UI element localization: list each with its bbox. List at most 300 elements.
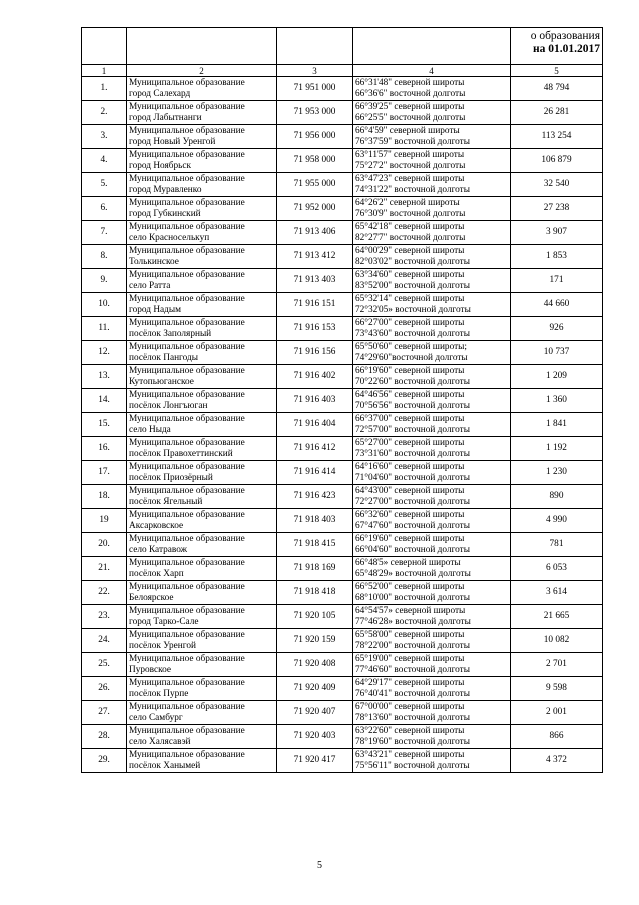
- oktmo-code-cell: 71 918 418: [277, 581, 353, 605]
- longitude: 78°22'00" восточной долготы: [355, 640, 470, 651]
- population-cell: 10 737: [511, 341, 603, 365]
- coordinates-cell: [353, 509, 511, 533]
- municipality-name-cell: [127, 245, 277, 269]
- oktmo-code-cell: 71 918 169: [277, 557, 353, 581]
- municipality-name-cell: [127, 605, 277, 629]
- table-row: [82, 365, 603, 389]
- oktmo-code-cell: 71 916 404: [277, 413, 353, 437]
- longitude: 73°31'60" восточной долготы: [355, 448, 470, 459]
- municipality-name: Аксарковское: [129, 520, 184, 531]
- row-number-cell: 26.: [82, 677, 127, 701]
- oktmo-code-cell: 71 918 403: [277, 509, 353, 533]
- column-number-row: [82, 65, 603, 77]
- municipality-type: Муниципальное образование: [129, 101, 245, 112]
- row-number-cell: 24.: [82, 629, 127, 653]
- longitude: 78°13'60" восточной долготы: [355, 712, 470, 723]
- longitude: 71°04'60" восточной долготы: [355, 472, 470, 483]
- municipality-type: Муниципальное образование: [129, 125, 245, 136]
- population-cell: 3 614: [511, 581, 603, 605]
- table-row: [82, 125, 603, 149]
- row-number-cell: 8.: [82, 245, 127, 269]
- latitude: 64°26'2" северной широты: [355, 197, 460, 208]
- municipality-type: Муниципальное образование: [129, 365, 245, 376]
- coordinates-cell: [353, 269, 511, 293]
- row-number-cell: 7.: [82, 221, 127, 245]
- population-cell: 926: [511, 317, 603, 341]
- oktmo-code-cell: 71 920 105: [277, 605, 353, 629]
- longitude: 68°10'00" восточной долготы: [355, 592, 470, 603]
- table-body: [82, 28, 603, 773]
- row-number-cell: 16.: [82, 437, 127, 461]
- municipality-name-cell: [127, 197, 277, 221]
- longitude: 75°56'11" восточной долготы: [355, 760, 470, 771]
- table-row: [82, 509, 603, 533]
- oktmo-code-cell: 71 952 000: [277, 197, 353, 221]
- municipality-name: город Муравленко: [129, 184, 202, 195]
- population-cell: 890: [511, 485, 603, 509]
- table-row: [82, 101, 603, 125]
- municipality-name: город Новый Уренгой: [129, 136, 216, 147]
- municipality-name-cell: [127, 629, 277, 653]
- population-cell: 4 372: [511, 749, 603, 773]
- table-row: [82, 653, 603, 677]
- municipality-name-cell: [127, 725, 277, 749]
- population-cell: 9 598: [511, 677, 603, 701]
- municipality-name-cell: [127, 101, 277, 125]
- latitude: 65°42'18" северной широты: [355, 221, 465, 232]
- table-row: [82, 197, 603, 221]
- longitude: 67°47'60" восточной долготы: [355, 520, 470, 531]
- municipality-type: Муниципальное образование: [129, 341, 245, 352]
- municipality-type: Муниципальное образование: [129, 701, 245, 712]
- latitude: 64°00'29" северной широты: [355, 245, 465, 256]
- municipality-name-cell: [127, 557, 277, 581]
- longitude: 82°27'7" восточной долготы: [355, 232, 466, 243]
- municipality-name: село Халясавэй: [129, 736, 191, 747]
- coordinates-cell: [353, 677, 511, 701]
- oktmo-code-cell: 71 916 156: [277, 341, 353, 365]
- population-cell: 2 701: [511, 653, 603, 677]
- coordinates-cell: [353, 653, 511, 677]
- latitude: 64°29'17" северной широты: [355, 677, 465, 688]
- table-row: [82, 173, 603, 197]
- oktmo-code-cell: 71 916 402: [277, 365, 353, 389]
- municipality-name-cell: [127, 701, 277, 725]
- oktmo-code-cell: 71 913 412: [277, 245, 353, 269]
- latitude: 64°46'56" северной широты: [355, 389, 465, 400]
- municipality-name: Кутопьюганское: [129, 376, 194, 387]
- row-number-cell: 1.: [82, 77, 127, 101]
- table-row: [82, 725, 603, 749]
- coordinates-cell: [353, 581, 511, 605]
- municipality-type: Муниципальное образование: [129, 245, 245, 256]
- municipality-name: село Катравож: [129, 544, 188, 555]
- municipality-name: посёлок Лонгъюган: [129, 400, 208, 411]
- municipality-type: Муниципальное образование: [129, 197, 245, 208]
- table-row: [82, 317, 603, 341]
- oktmo-code-cell: 71 920 408: [277, 653, 353, 677]
- longitude: 66°25'5" восточной долготы: [355, 112, 466, 123]
- municipality-name: посёлок Ягельный: [129, 496, 203, 507]
- latitude: 66°31'48" северной широты: [355, 77, 465, 88]
- row-number-cell: 22.: [82, 581, 127, 605]
- coordinates-cell: [353, 605, 511, 629]
- oktmo-code-cell: 71 913 406: [277, 221, 353, 245]
- row-number-cell: 19: [82, 509, 127, 533]
- population-cell: 2 001: [511, 701, 603, 725]
- municipality-name: село Ныда: [129, 424, 171, 435]
- column-number: 4: [353, 65, 511, 77]
- municipality-name: город Губкинский: [129, 208, 201, 219]
- latitude: 63°11'57" северной широты: [355, 149, 465, 160]
- longitude: 78°19'60" восточной долготы: [355, 736, 470, 747]
- population-cell: 3 907: [511, 221, 603, 245]
- population-cell: 171: [511, 269, 603, 293]
- table-row: [82, 77, 603, 101]
- table-row: [82, 677, 603, 701]
- longitude: 73°43'60" восточной долготы: [355, 328, 470, 339]
- municipality-name: село Самбург: [129, 712, 183, 723]
- header-cell-name: [127, 28, 277, 65]
- row-number-cell: 10.: [82, 293, 127, 317]
- municipality-type: Муниципальное образование: [129, 581, 245, 592]
- row-number-cell: 5.: [82, 173, 127, 197]
- population-cell: 1 841: [511, 413, 603, 437]
- coordinates-cell: [353, 461, 511, 485]
- municipality-type: Муниципальное образование: [129, 605, 245, 616]
- header-cell-number: [82, 28, 127, 65]
- table-row: [82, 341, 603, 365]
- latitude: 66°4'59" северной широты: [355, 125, 460, 136]
- municipality-name-cell: [127, 581, 277, 605]
- population-cell: 26 281: [511, 101, 603, 125]
- oktmo-code-cell: 71 918 415: [277, 533, 353, 557]
- municipality-name-cell: [127, 389, 277, 413]
- coordinates-cell: [353, 533, 511, 557]
- oktmo-code-cell: 71 920 417: [277, 749, 353, 773]
- latitude: 63°22'60" северной широты: [355, 725, 465, 736]
- latitude: 65°27'00" северной широты: [355, 437, 465, 448]
- municipality-name-cell: [127, 365, 277, 389]
- oktmo-code-cell: 71 955 000: [277, 173, 353, 197]
- population-cell: 866: [511, 725, 603, 749]
- coordinates-cell: [353, 389, 511, 413]
- municipality-name: город Тарко-Сале: [129, 616, 199, 627]
- table-row: [82, 605, 603, 629]
- municipality-type: Муниципальное образование: [129, 677, 245, 688]
- municipality-type: Муниципальное образование: [129, 149, 245, 160]
- row-number-cell: 13.: [82, 365, 127, 389]
- table-row: [82, 629, 603, 653]
- row-number-cell: 25.: [82, 653, 127, 677]
- table-row: [82, 269, 603, 293]
- municipality-type: Муниципальное образование: [129, 221, 245, 232]
- latitude: 63°47'23" северной широты: [355, 173, 465, 184]
- coordinates-cell: [353, 413, 511, 437]
- table-row: [82, 389, 603, 413]
- municipality-name: село Красноселькуп: [129, 232, 210, 243]
- municipality-name: посёлок Правохеттинский: [129, 448, 233, 459]
- municipality-name-cell: [127, 509, 277, 533]
- table-row: [82, 221, 603, 245]
- table-row: [82, 749, 603, 773]
- coordinates-cell: [353, 197, 511, 221]
- row-number-cell: 27.: [82, 701, 127, 725]
- longitude: 82°03'02" восточной долготы: [355, 256, 470, 267]
- longitude: 66°36'6" восточной долготы: [355, 88, 466, 99]
- municipality-name-cell: [127, 293, 277, 317]
- row-number-cell: 14.: [82, 389, 127, 413]
- longitude: 74°31'22" восточной долготы: [355, 184, 470, 195]
- municipality-name: посёлок Заполярный: [129, 328, 212, 339]
- longitude: 66°04'60" восточной долготы: [355, 544, 470, 555]
- coordinates-cell: [353, 317, 511, 341]
- latitude: 67°00'00" северной широты: [355, 701, 465, 712]
- oktmo-code-cell: 71 920 403: [277, 725, 353, 749]
- latitude: 64°54'57» северной широты: [355, 605, 466, 616]
- longitude: 76°40'41" восточной долготы: [355, 688, 470, 699]
- municipality-name: посёлок Уренгой: [129, 640, 196, 651]
- oktmo-code-cell: 71 958 000: [277, 149, 353, 173]
- municipality-name-cell: [127, 533, 277, 557]
- coordinates-cell: [353, 557, 511, 581]
- longitude: 70°22'60" восточной долготы: [355, 376, 470, 387]
- latitude: 64°43'00" северной широты: [355, 485, 465, 496]
- municipality-type: Муниципальное образование: [129, 629, 245, 640]
- municipality-type: Муниципальное образование: [129, 533, 245, 544]
- municipality-name: Пуровское: [129, 664, 172, 675]
- municipality-name-cell: [127, 341, 277, 365]
- municipality-name-cell: [127, 653, 277, 677]
- population-cell: 10 082: [511, 629, 603, 653]
- table-row: [82, 245, 603, 269]
- header-cell-oktmo: [277, 28, 353, 65]
- table-row: [82, 701, 603, 725]
- table-row: [82, 557, 603, 581]
- longitude: 72°57'00" восточной долготы: [355, 424, 470, 435]
- longitude: 77°46'28» восточной долготы: [355, 616, 471, 627]
- municipality-type: Муниципальное образование: [129, 269, 245, 280]
- coordinates-cell: [353, 485, 511, 509]
- longitude: 74°29'60"восточной долготы: [355, 352, 468, 363]
- municipality-type: Муниципальное образование: [129, 389, 245, 400]
- row-number-cell: 21.: [82, 557, 127, 581]
- municipality-name-cell: [127, 77, 277, 101]
- municipalities-table: [81, 27, 603, 773]
- municipality-name-cell: [127, 269, 277, 293]
- row-number-cell: 6.: [82, 197, 127, 221]
- municipality-type: Муниципальное образование: [129, 173, 245, 184]
- table-row: [82, 461, 603, 485]
- population-cell: 1 853: [511, 245, 603, 269]
- municipality-type: Муниципальное образование: [129, 749, 245, 760]
- longitude: 76°37'59" восточной долготы: [355, 136, 470, 147]
- population-cell: 1 230: [511, 461, 603, 485]
- municipality-name: посёлок Ханымей: [129, 760, 201, 771]
- municipality-name-cell: [127, 485, 277, 509]
- coordinates-cell: [353, 125, 511, 149]
- municipality-name-cell: [127, 437, 277, 461]
- oktmo-code-cell: 71 953 000: [277, 101, 353, 125]
- oktmo-code-cell: 71 956 000: [277, 125, 353, 149]
- longitude: 76°30'9" восточной долготы: [355, 208, 466, 219]
- population-header-line1: о образования: [530, 30, 600, 42]
- municipality-name: Белоярское: [129, 592, 174, 603]
- municipality-type: Муниципальное образование: [129, 293, 245, 304]
- municipality-name: город Салехард: [129, 88, 191, 99]
- latitude: 66°27'00" северной широты: [355, 317, 465, 328]
- oktmo-code-cell: 71 920 407: [277, 701, 353, 725]
- coordinates-cell: [353, 149, 511, 173]
- population-cell: 21 665: [511, 605, 603, 629]
- oktmo-code-cell: 71 920 159: [277, 629, 353, 653]
- latitude: 66°19'60" северной широты: [355, 533, 465, 544]
- population-cell: 1 209: [511, 365, 603, 389]
- population-cell: 27 238: [511, 197, 603, 221]
- row-number-cell: 9.: [82, 269, 127, 293]
- longitude: 83°52'00" восточной долготы: [355, 280, 470, 291]
- longitude: 70°56'56" восточной долготы: [355, 400, 470, 411]
- latitude: 66°19'60" северной широты: [355, 365, 465, 376]
- population-cell: 113 254: [511, 125, 603, 149]
- latitude: 65°19'00" северной широты: [355, 653, 465, 664]
- row-number-cell: 3.: [82, 125, 127, 149]
- municipality-type: Муниципальное образование: [129, 509, 245, 520]
- row-number-cell: 28.: [82, 725, 127, 749]
- municipality-name-cell: [127, 173, 277, 197]
- municipality-name-cell: [127, 749, 277, 773]
- latitude: 66°37'00" северной широты: [355, 413, 465, 424]
- population-cell: 781: [511, 533, 603, 557]
- municipality-type: Муниципальное образование: [129, 317, 245, 328]
- longitude: 65°48'29» восточной долготы: [355, 568, 471, 579]
- latitude: 63°34'60" северной широты: [355, 269, 465, 280]
- row-number-cell: 17.: [82, 461, 127, 485]
- municipality-name: город Ноябрьск: [129, 160, 192, 171]
- column-number: 2: [127, 65, 277, 77]
- longitude: 75°27'2" восточной долготы: [355, 160, 466, 171]
- longitude: 77°46'60" восточной долготы: [355, 664, 470, 675]
- table-row: [82, 437, 603, 461]
- latitude: 66°52'00" северной широты: [355, 581, 465, 592]
- municipality-name: посёлок Пурпе: [129, 688, 189, 699]
- page-number: 5: [317, 860, 322, 871]
- row-number-cell: 2.: [82, 101, 127, 125]
- row-number-cell: 23.: [82, 605, 127, 629]
- population-cell: 32 540: [511, 173, 603, 197]
- coordinates-cell: [353, 365, 511, 389]
- coordinates-cell: [353, 221, 511, 245]
- municipality-name: село Ратта: [129, 280, 171, 291]
- municipality-name-cell: [127, 125, 277, 149]
- latitude: 66°32'60" северной широты: [355, 509, 465, 520]
- latitude: 65°50'60" северной широты;: [355, 341, 468, 352]
- latitude: 65°58'00" северной широты: [355, 629, 465, 640]
- population-cell: 4 990: [511, 509, 603, 533]
- municipality-name: посёлок Харп: [129, 568, 184, 579]
- coordinates-cell: [353, 245, 511, 269]
- table-row: [82, 581, 603, 605]
- municipality-type: Муниципальное образование: [129, 725, 245, 736]
- municipality-type: Муниципальное образование: [129, 557, 245, 568]
- population-cell: 106 879: [511, 149, 603, 173]
- municipality-name: город Надым: [129, 304, 182, 315]
- column-number: 5: [511, 65, 603, 77]
- municipality-type: Муниципальное образование: [129, 461, 245, 472]
- header-cell-coordinates: [353, 28, 511, 65]
- longitude: 72°27'00" восточной долготы: [355, 496, 470, 507]
- coordinates-cell: [353, 293, 511, 317]
- municipality-name-cell: [127, 677, 277, 701]
- population-cell: 6 053: [511, 557, 603, 581]
- municipality-name-cell: [127, 149, 277, 173]
- population-cell: 1 192: [511, 437, 603, 461]
- row-number-cell: 4.: [82, 149, 127, 173]
- row-number-cell: 15.: [82, 413, 127, 437]
- row-number-cell: 11.: [82, 317, 127, 341]
- oktmo-code-cell: 71 916 153: [277, 317, 353, 341]
- oktmo-code-cell: 71 916 412: [277, 437, 353, 461]
- oktmo-code-cell: 71 913 403: [277, 269, 353, 293]
- coordinates-cell: [353, 341, 511, 365]
- table-row: [82, 485, 603, 509]
- municipality-name: Толькинское: [129, 256, 179, 267]
- row-number-cell: 12.: [82, 341, 127, 365]
- population-cell: 44 660: [511, 293, 603, 317]
- coordinates-cell: [353, 77, 511, 101]
- oktmo-code-cell: 71 916 403: [277, 389, 353, 413]
- municipality-type: Муниципальное образование: [129, 653, 245, 664]
- oktmo-code-cell: 71 951 000: [277, 77, 353, 101]
- row-number-cell: 29.: [82, 749, 127, 773]
- municipality-type: Муниципальное образование: [129, 437, 245, 448]
- oktmo-code-cell: 71 916 414: [277, 461, 353, 485]
- coordinates-cell: [353, 701, 511, 725]
- population-cell: 48 794: [511, 77, 603, 101]
- coordinates-cell: [353, 629, 511, 653]
- row-number-cell: 18.: [82, 485, 127, 509]
- municipality-type: Муниципальное образование: [129, 413, 245, 424]
- table-row: [82, 149, 603, 173]
- municipality-name-cell: [127, 413, 277, 437]
- coordinates-cell: [353, 725, 511, 749]
- table-header-row: [82, 28, 603, 65]
- municipality-name: посёлок Пангоды: [129, 352, 198, 363]
- coordinates-cell: [353, 173, 511, 197]
- latitude: 64°16'60" северной широты: [355, 461, 465, 472]
- oktmo-code-cell: 71 916 151: [277, 293, 353, 317]
- table-row: [82, 533, 603, 557]
- municipality-name: посёлок Приозёрный: [129, 472, 213, 483]
- longitude: 72°32'05» восточной долготы: [355, 304, 471, 315]
- coordinates-cell: [353, 101, 511, 125]
- population-cell: 1 360: [511, 389, 603, 413]
- latitude: 66°39'25" северной широты: [355, 101, 465, 112]
- latitude: 66°48'5» северной широты: [355, 557, 461, 568]
- municipality-type: Муниципальное образование: [129, 77, 245, 88]
- municipality-name-cell: [127, 461, 277, 485]
- municipality-name-cell: [127, 221, 277, 245]
- column-number: 3: [277, 65, 353, 77]
- municipality-name: город Лабытнанги: [129, 112, 202, 123]
- latitude: 65°32'14" северной широты: [355, 293, 465, 304]
- population-header-line2: на 01.01.2017: [532, 43, 600, 55]
- coordinates-cell: [353, 749, 511, 773]
- municipality-type: Муниципальное образование: [129, 485, 245, 496]
- header-cell-population: [511, 28, 603, 65]
- oktmo-code-cell: 71 920 409: [277, 677, 353, 701]
- coordinates-cell: [353, 437, 511, 461]
